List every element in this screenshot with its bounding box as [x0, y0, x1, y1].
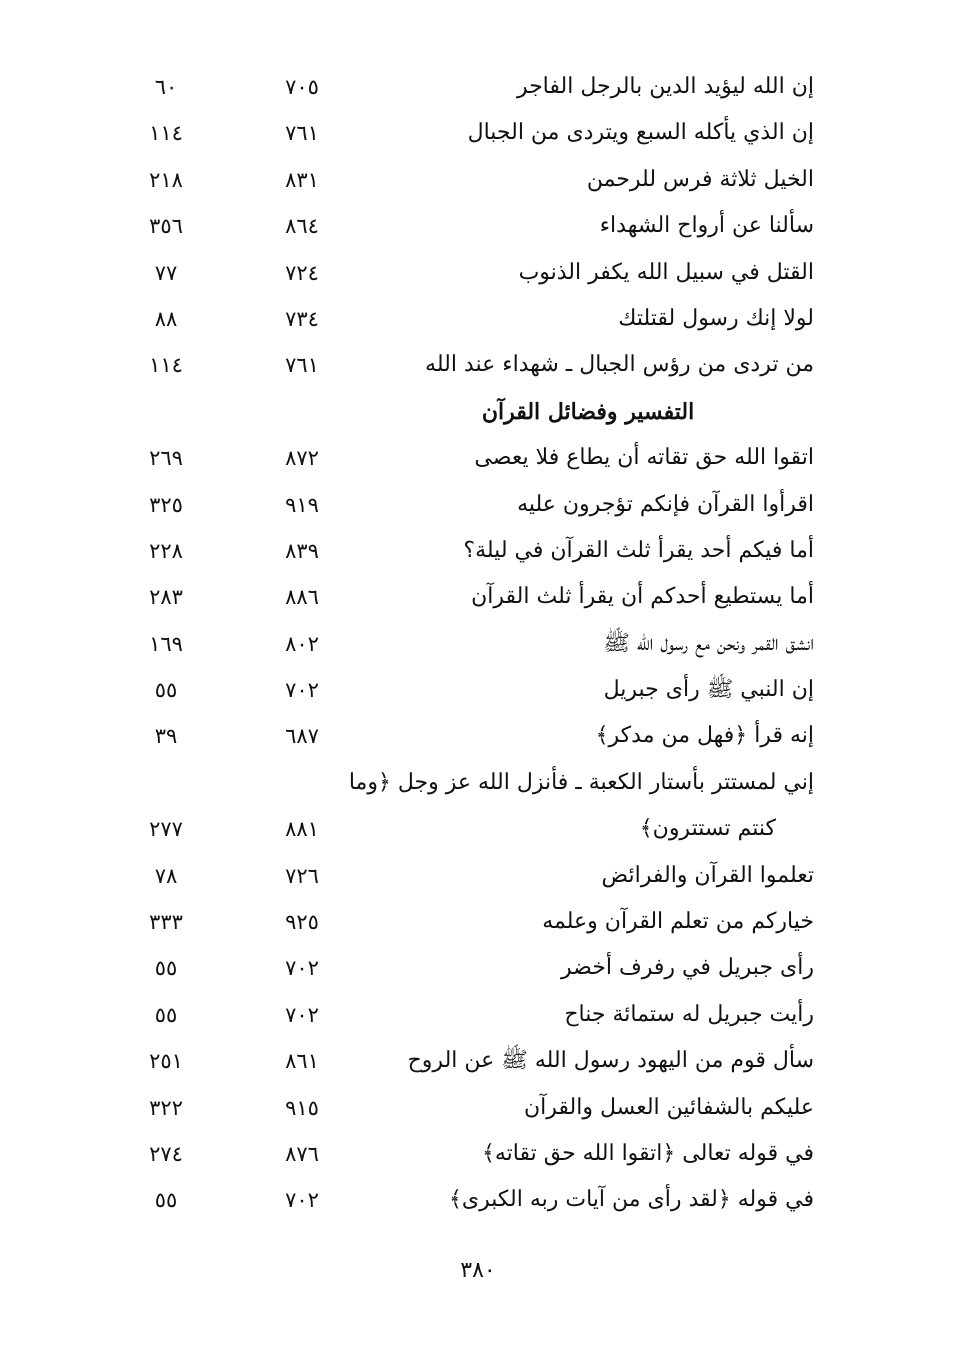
hadith-number: ٨٧٢	[285, 446, 319, 471]
index-row	[0, 344, 956, 390]
index-row	[0, 715, 956, 761]
entry-text: أما يستطيع أحدكم أن يقرأ ثلث القرآن	[471, 584, 814, 610]
entry-text: خياركم من تعلم القرآن وعلمه	[542, 909, 814, 935]
page-reference: ٨٨	[154, 306, 178, 331]
index-row	[0, 901, 956, 947]
entry-text: إن الله ليؤيد الدين بالرجل الفاجر	[516, 74, 814, 99]
index-row	[0, 623, 956, 669]
hadith-number: ٨٠٢	[285, 631, 319, 656]
page-reference: ٢٥١	[149, 1049, 183, 1074]
index-row	[0, 1040, 956, 1086]
entry-text: اقرأوا القرآن فإنكم تؤجرون عليه	[517, 491, 814, 517]
hadith-number: ٧٢٤	[285, 260, 319, 285]
index-row	[0, 159, 956, 205]
page-reference: ٢٧٧	[149, 817, 183, 842]
hadith-number: ٧٢٦	[285, 863, 319, 888]
entry-text: إن النبي ﷺ رأى جبريل	[603, 677, 814, 703]
page-reference: ٣٩	[154, 724, 178, 749]
hadith-number: ٩٢٥	[285, 910, 319, 935]
entry-text: رأى جبريل في رفرف أخضر	[561, 955, 814, 981]
entry-text: من تردى من رؤس الجبال ـ شهداء عند الله	[425, 352, 814, 378]
hadith-number: ٨٦١	[285, 1049, 319, 1074]
page-reference: ١٦٩	[149, 631, 183, 656]
hadith-number: ٩١٥	[285, 1095, 319, 1120]
entry-text: إني لمستتر بأستار الكعبة ـ فأنزل الله عز وجل ﴿وما	[348, 769, 814, 795]
hadith-number: ٨٣٩	[285, 538, 319, 563]
entry-text: القتل في سبيل الله يكفر الذنوب	[518, 259, 814, 285]
index-row	[0, 994, 956, 1040]
index-row	[0, 484, 956, 530]
index-row	[0, 669, 956, 715]
index-row	[0, 808, 956, 854]
page-reference: ٢٢٨	[149, 538, 183, 563]
section-heading-text: التفسير وفضائل القرآن	[481, 398, 695, 425]
section-heading	[0, 391, 956, 437]
page-reference: ١١٤	[149, 353, 183, 378]
index-row	[0, 437, 956, 483]
entry-text: تعلموا القرآن والفرائض	[601, 862, 814, 888]
index-row	[0, 66, 956, 112]
page-reference: ٣٥٦	[149, 214, 183, 239]
index-row	[0, 1087, 956, 1133]
hadith-number: ٧٠٢	[285, 956, 319, 981]
index-row	[0, 1133, 956, 1179]
entry-text: إنه قرأ ﴿فهل من مدكر﴾	[595, 723, 814, 749]
page-reference: ٦٠	[154, 75, 178, 99]
entry-text: إن الذي يأكله السبع ويتردى من الجبال	[467, 120, 814, 146]
page-reference: ٣٣٣	[149, 910, 183, 935]
index-row	[0, 947, 956, 993]
page-reference: ٢٧٤	[149, 1141, 183, 1166]
page-number: ٣٨٠	[460, 1258, 496, 1283]
page-reference: ٢١٨	[149, 167, 183, 192]
hadith-index-list	[0, 66, 956, 1226]
entry-text: رأيت جبريل له ستمائة جناح	[564, 1001, 814, 1027]
hadith-number: ٧٠٢	[285, 678, 319, 703]
hadith-number: ٧٦١	[285, 353, 319, 378]
entry-text: في قوله تعالى ﴿اتقوا الله حق تقاته﴾	[481, 1140, 814, 1166]
index-row	[0, 298, 956, 344]
entry-text: أما فيكم أحد يقرأ ثلث القرآن في ليلة؟	[463, 537, 814, 563]
index-row	[0, 112, 956, 158]
entry-text: عليكم بالشفائين العسل والقرآن	[523, 1094, 814, 1120]
page-reference: ٧٨	[154, 863, 178, 888]
hadith-number: ٧٠٥	[285, 75, 319, 99]
hadith-number: ٧٠٢	[285, 1002, 319, 1027]
index-row	[0, 855, 956, 901]
index-row	[0, 1179, 956, 1225]
hadith-number: ٩١٩	[285, 492, 319, 517]
hadith-number: ٨٣١	[285, 167, 319, 192]
page-reference: ٢٨٣	[149, 585, 183, 610]
page-reference: ١١٤	[149, 121, 183, 146]
entry-text: اتقوا الله حق تقاته أن يطاع فلا يعصى	[474, 445, 814, 471]
entry-text: سأل قوم من اليهود رسول الله ﷺ عن الروح	[407, 1048, 814, 1074]
index-row	[0, 530, 956, 576]
entry-text: الخيل ثلاثة فرس للرحمن	[586, 166, 814, 192]
entry-text: لولا إنك رسول لقتلتك	[618, 305, 814, 331]
page-reference: ٣٢٢	[149, 1095, 183, 1120]
entry-text: كنتم تستترون﴾	[639, 816, 776, 842]
hadith-number: ٨٨١	[285, 817, 319, 842]
index-row	[0, 252, 956, 298]
hadith-number: ٧٠٢	[285, 1188, 319, 1213]
page-reference: ٧٧	[154, 260, 178, 285]
hadith-number: ٦٨٧	[285, 724, 319, 749]
index-row	[0, 762, 956, 808]
index-row	[0, 205, 956, 251]
entry-text: سألنا عن أرواح الشهداء	[599, 213, 814, 239]
page-reference: ٥٥	[154, 1188, 178, 1213]
hadith-number: ٨٦٤	[285, 214, 319, 239]
entry-text: انشق القمر ونحن مع رسول الله ﷺ	[603, 630, 814, 656]
index-row	[0, 576, 956, 622]
page-reference: ٣٢٥	[149, 492, 183, 517]
page-reference: ٥٥	[154, 956, 178, 981]
hadith-number: ٧٣٤	[285, 306, 319, 331]
hadith-number: ٧٦١	[285, 121, 319, 146]
page-reference: ٥٥	[154, 678, 178, 703]
page-reference: ٥٥	[154, 1002, 178, 1027]
hadith-number: ٨٨٦	[285, 585, 319, 610]
hadith-number: ٨٧٦	[285, 1141, 319, 1166]
page-reference: ٢٦٩	[149, 446, 183, 471]
entry-text: في قوله ﴿لقد رأى من آيات ربه الكبرى﴾	[449, 1187, 814, 1213]
